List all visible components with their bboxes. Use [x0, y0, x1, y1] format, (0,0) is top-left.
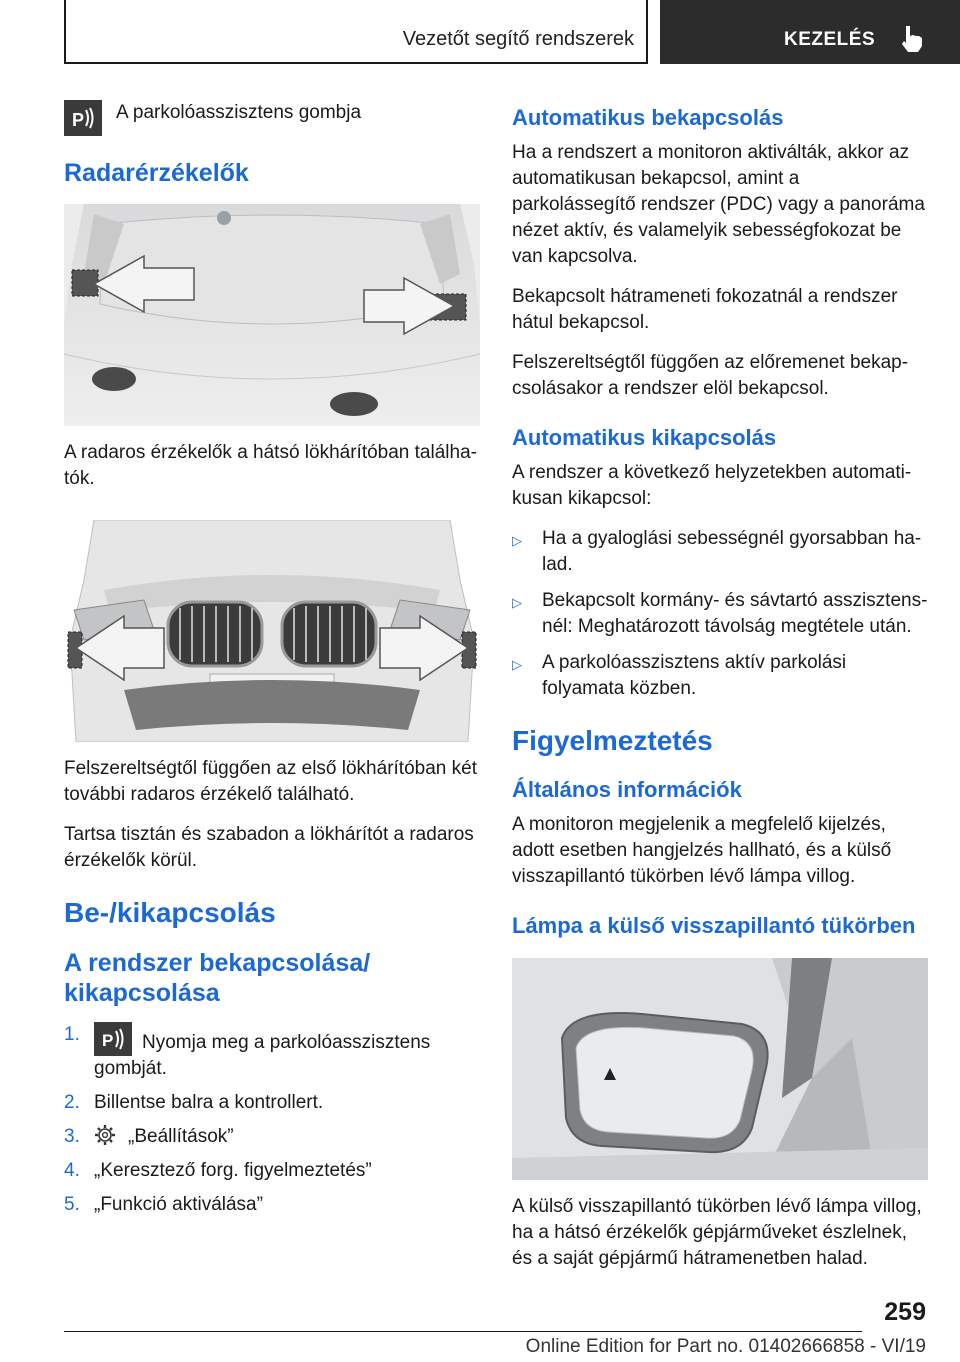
parking-button-caption: A parkolóasszisztens gombja: [116, 102, 362, 123]
step-text: Billentse balra a kontrollert.: [94, 1092, 324, 1113]
left-column: [64, 100, 480, 1226]
triangle-bullet-icon: ▷: [512, 595, 522, 610]
svg-text:P: P: [102, 1031, 114, 1050]
step-item: [64, 1124, 480, 1150]
list-item-text: Ha a gyaloglási sebességnél gyorsabban halad.: [542, 528, 922, 575]
footer-edition: Online Edition for Part no. 01402666858 - VI/19: [525, 1336, 926, 1357]
general-info-paragraph: A monitoron megjelenik a megfelelő kijelzés, adott esetben hangjelzés hallható, és a külső visszapillantó tükörben lévő lámpa villog.: [512, 814, 892, 887]
auto-off-intro: A rendszer a következő helyzetekben automatikusan kikapcsol:: [512, 462, 912, 509]
step-text: „Keresztező forg. figyelmeztetés”: [94, 1160, 372, 1181]
step-text: „Beállítások”: [128, 1126, 234, 1147]
right-column: [512, 104, 928, 1286]
hand-pointer-icon: [898, 24, 926, 54]
mirror-lamp-image: [512, 958, 928, 1180]
step-item: [64, 1192, 480, 1218]
toggle-steps-list: [64, 1022, 480, 1218]
step-content: [94, 1124, 234, 1150]
front-bumper-image: [64, 520, 480, 742]
auto-on-paragraph-3: Felszereltségtől függően az előremenet bekapcsolásakor a rendszer elöl bekapcsol.: [512, 352, 909, 399]
gear-icon: [94, 1124, 116, 1146]
auto-off-list: [512, 526, 928, 702]
step-content: [94, 1022, 480, 1082]
step-number: 4.: [64, 1160, 80, 1181]
mirror-lamp-caption: A külső visszapillantó tükörben lévő lámpa villog, ha a hátsó érzékelők gépjárműveket észlelnek, és a saját gépjármű hátramenetben halad.: [512, 1196, 922, 1269]
step-number: 1.: [64, 1024, 80, 1045]
parking-button-caption-row: [64, 100, 480, 136]
heading-warning: Figyelmeztetés: [512, 725, 713, 756]
heading-mirror-lamp: Lámpa a külső visszapillantó tükörben: [512, 913, 916, 938]
auto-on-paragraph-2: Bekapcsolt hátrameneti fokozatnál a rendszer hátul bekapcsol.: [512, 286, 898, 333]
step-number: 5.: [64, 1194, 80, 1215]
page-number: 259: [884, 1298, 926, 1326]
heading-sensors: Radarérzékelők: [64, 159, 249, 187]
header-chapter-tab: [660, 0, 960, 64]
heading-auto-on: Automatikus bekapcsolás: [512, 105, 784, 130]
footer-divider: [64, 1331, 862, 1332]
step-text: „Funkció aktiválása”: [94, 1194, 263, 1215]
list-item: [512, 650, 928, 702]
parking-assist-button-icon: [64, 100, 102, 136]
triangle-bullet-icon: ▷: [512, 657, 522, 672]
header-chapter-label: KEZELÉS: [784, 29, 876, 50]
step-text: Nyomja meg a parkolóasszisztens gombját.: [94, 1032, 431, 1079]
auto-on-paragraph-1: Ha a rendszert a monitoron aktiválták, akkor az automatikusan bekapcsol, amint a parkolássegítő rendszer (PDC) vagy a panoráma nézet aktív, és valamelyik sebességfokozat be van kapcsolva.: [512, 142, 925, 267]
triangle-bullet-icon: ▷: [512, 533, 522, 548]
front-sensors-caption: Felszereltségtől függően az első lökhárítóban két további radaros érzékelő található.: [64, 758, 477, 805]
header-section-box: [64, 0, 648, 64]
svg-text:P: P: [72, 110, 85, 130]
list-item-text: A parkolóasszisztens aktív parkolási folyamata közben.: [542, 652, 847, 699]
rear-sensors-caption: A radaros érzékelők a hátsó lökhárítóban találhatók.: [64, 442, 477, 489]
list-item-text: Bekapcsolt kormány- és sávtartó asszisztensnél: Meghatározott távolság megtétele után.: [542, 590, 928, 637]
heading-auto-off: Automatikus kikapcsolás: [512, 425, 777, 450]
heading-general-info: Általános információk: [512, 777, 742, 802]
parking-assist-button-icon: [94, 1022, 132, 1056]
list-item: [512, 588, 928, 640]
heading-system-toggle: A rendszer bekapcsolása/ kikapcsolása: [64, 949, 371, 1007]
header-section-title: Vezetőt segítő rendszerek: [402, 28, 634, 50]
clean-bumper-note: Tartsa tisztán és szabadon a lökhárítót a radaros érzékelők körül.: [64, 824, 474, 871]
step-number: 2.: [64, 1092, 80, 1113]
list-item: [512, 526, 928, 578]
heading-on-off: Be-/kikapcsolás: [64, 897, 276, 928]
step-item: [64, 1022, 480, 1082]
step-item: [64, 1158, 480, 1184]
step-item: [64, 1090, 480, 1116]
rear-bumper-image: [64, 204, 480, 426]
step-number: 3.: [64, 1126, 80, 1147]
